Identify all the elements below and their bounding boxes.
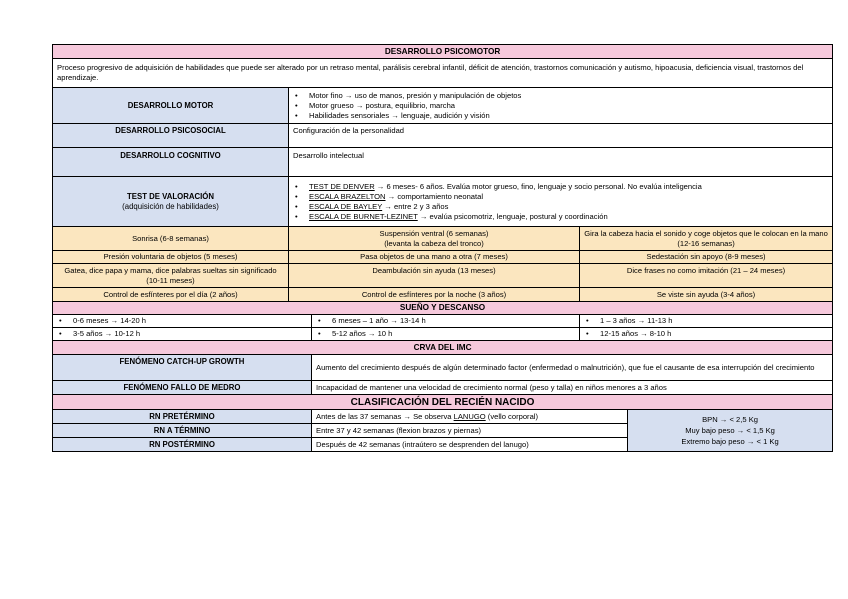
sleep-cell	[312, 328, 580, 341]
list-item: • 5-12 años → 10 h	[316, 329, 575, 339]
psychomotor-summary-sheet	[52, 44, 832, 452]
milestone: Gatea, dice papa y mama, dice palabras sueltas sin significado (10-11 meses)	[53, 264, 289, 288]
cognitivo-label: DESARROLLO COGNITIVO	[53, 148, 289, 177]
birth-weight-line: Extremo bajo peso → < 1 Kg	[681, 437, 779, 446]
motor-label: DESARROLLO MOTOR	[53, 88, 289, 124]
birth-weight-cell	[628, 410, 833, 452]
catchup-text: Aumento del crecimiento después de algún determinado factor (enfermedad o malnutrición), que fue el causante de esa interrupción del crecimiento	[312, 355, 833, 381]
test-name: ESCALA DE BAYLEY	[309, 201, 383, 211]
imc-title: CRVA DEL IMC	[53, 341, 833, 355]
list-item: • ESCALA DE BURNET-LEZINET → evalúa psicomotriz, lenguaje, postural y coordinación	[293, 212, 828, 222]
list-item: • Motor fino → uso de manos, presión y manipulación de objetos	[293, 91, 828, 101]
fallo-label: FENÓMENO FALLO DE MEDRO	[53, 381, 312, 395]
milestone: Sedestación sin apoyo (8-9 meses)	[580, 251, 833, 264]
milestone: Suspensión ventral (6 semanas) (levanta la cabeza del tronco)	[289, 227, 580, 251]
list-item: • 6 meses – 1 año → 13-14 h	[316, 316, 575, 326]
test-list	[293, 182, 828, 222]
list-item: • TEST DE DENVER → 6 meses- 6 años. Evalúa motor grueso, fino, lenguaje y socio personal. No evalúa inteligencia	[293, 182, 828, 192]
sleep-cell	[580, 328, 833, 341]
sleep-cell	[53, 315, 312, 328]
milestone: Control de esfínteres por el día (2 años)	[53, 288, 289, 302]
list-item: • 3-5 años → 10-12 h	[57, 329, 307, 339]
motor-list-cell	[289, 88, 833, 124]
test-name: TEST DE DENVER	[309, 181, 375, 191]
milestone: Se viste sin ayuda (3-4 años)	[580, 288, 833, 302]
cognitivo-text: Desarrollo intelectual	[289, 148, 833, 177]
fallo-text: Incapacidad de mantener una velocidad de crecimiento normal (peso y talla) en niños menores a 3 años	[312, 381, 833, 395]
sleep-cell	[312, 315, 580, 328]
test-name: ESCALA DE BURNET-LEZINET	[309, 211, 418, 221]
motor-list	[293, 91, 828, 121]
list-item: • 0-6 meses → 14-20 h	[57, 316, 307, 326]
list-item: • Habilidades sensoriales → lenguaje, audición y visión	[293, 111, 828, 121]
birth-weight-line: BPN → < 2,5 Kg	[702, 415, 758, 424]
sueno-title: SUEÑO Y DESCANSO	[53, 302, 833, 315]
milestone: Deambulación sin ayuda (13 meses)	[289, 264, 580, 288]
psychomotor-table	[52, 44, 833, 452]
rn-text: Antes de las 37 semanas → Se observa LANUGO (vello corporal)	[312, 410, 628, 424]
list-item: • 12-15 años → 8-10 h	[584, 329, 828, 339]
test-name: ESCALA BRAZELTON	[309, 191, 386, 201]
rn-label: RN POSTÉRMINO	[53, 438, 312, 452]
list-item: • 1 – 3 años → 11-13 h	[584, 316, 828, 326]
psicosocial-label: DESARROLLO PSICOSOCIAL	[53, 124, 289, 148]
rn-label: RN A TÉRMINO	[53, 424, 312, 438]
title: DESARROLLO PSICOMOTOR	[53, 45, 833, 59]
test-sublabel: (adquisición de habilidades)	[122, 201, 219, 211]
milestone: Gira la cabeza hacia el sonido y coge objetos que le colocan en la mano (12-16 semanas)	[580, 227, 833, 251]
list-item: • ESCALA DE BAYLEY → entre 2 y 3 años	[293, 202, 828, 212]
rn-text: Después de 42 semanas (intraútero se desprenden del lanugo)	[312, 438, 628, 452]
sleep-cell	[580, 315, 833, 328]
intro-text: Proceso progresivo de adquisición de habilidades que puede ser alterado por un retraso mental, parálisis cerebral infantil, déficit de atención, trastornos comunicación y autismo, hipoacusia, deficiencia visual, trastornos del aprendizaje.	[53, 59, 833, 88]
test-list-cell	[289, 177, 833, 227]
birth-weight-line: Muy bajo peso → < 1,5 Kg	[685, 426, 775, 435]
milestone: Presión voluntaria de objetos (5 meses)	[53, 251, 289, 264]
milestone: Control de esfínteres por la noche (3 años)	[289, 288, 580, 302]
rn-title: CLASIFICACIÓN DEL RECIÉN NACIDO	[53, 395, 833, 410]
milestone: Sonrisa (6-8 semanas)	[53, 227, 289, 251]
rn-text: Entre 37 y 42 semanas (flexion brazos y piernas)	[312, 424, 628, 438]
sleep-cell	[53, 328, 312, 341]
test-label: TEST DE VALORACIÓN	[127, 191, 214, 201]
rn-label: RN PRETÉRMINO	[53, 410, 312, 424]
psicosocial-text: Configuración de la personalidad	[289, 124, 833, 148]
milestone: Dice frases no como imitación (21 – 24 meses)	[580, 264, 833, 288]
list-item: • Motor grueso → postura, equilibrio, marcha	[293, 101, 828, 111]
catchup-label: FENÓMENO CATCH-UP GROWTH	[53, 355, 312, 381]
test-label-cell	[53, 177, 289, 227]
list-item: • ESCALA BRAZELTON → comportamiento neonatal	[293, 192, 828, 202]
milestone: Pasa objetos de una mano a otra (7 meses)	[289, 251, 580, 264]
